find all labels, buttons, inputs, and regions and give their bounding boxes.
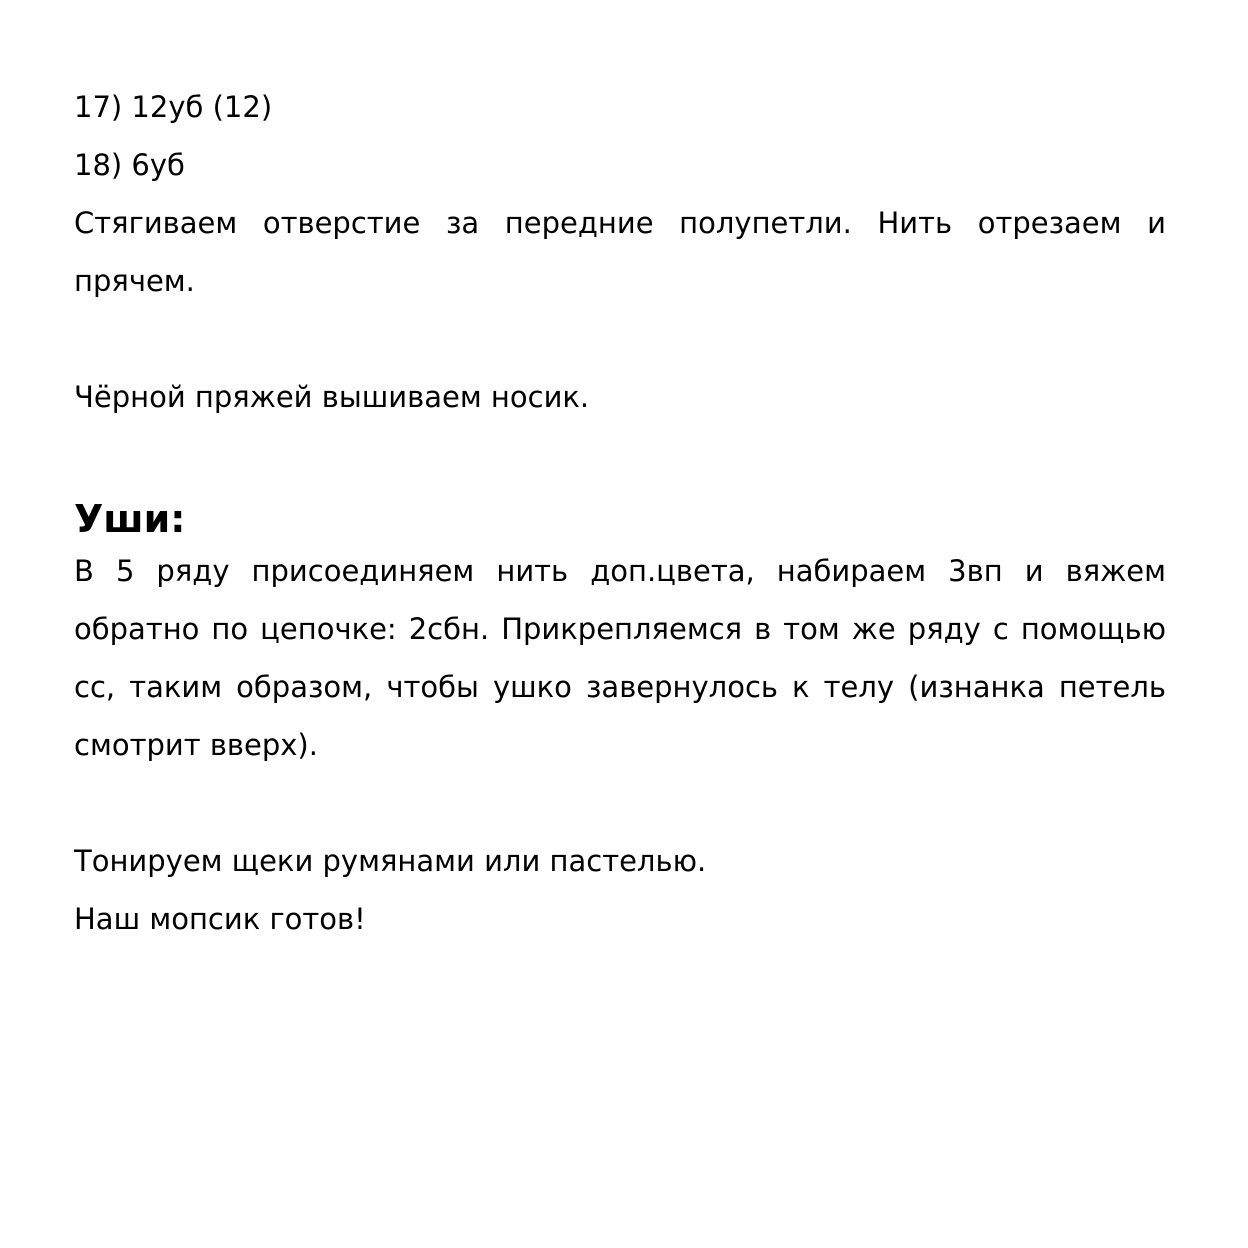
paragraph-tint: Тонируем щеки румянами или пастелью. [74,844,707,878]
spacer [74,774,1166,832]
row-17: 17) 12уб (12) [74,90,273,124]
row-18: 18) 6уб [74,148,185,182]
paragraph-done: Наш мопсик готов! [74,902,366,936]
spacer [74,310,1166,368]
paragraph-close-opening: Стягиваем отверстие за передние полупетли. Нить отрезаем и прячем. [74,206,1166,298]
paragraph-nose: Чёрной пряжей вышиваем носик. [74,380,590,414]
spacer [74,426,1166,484]
heading-ears: Уши: [74,497,186,541]
document-page [74,78,1166,948]
paragraph-ears: В 5 ряду присоединяем нить доп.цвета, набираем 3вп и вяжем обратно по цепочке: 2сбн. Прикрепляемся в том же ряду с помощью сс, таким образом, чтобы ушко завернулось к телу (изнанка петель смотрит вверх). [74,554,1166,762]
